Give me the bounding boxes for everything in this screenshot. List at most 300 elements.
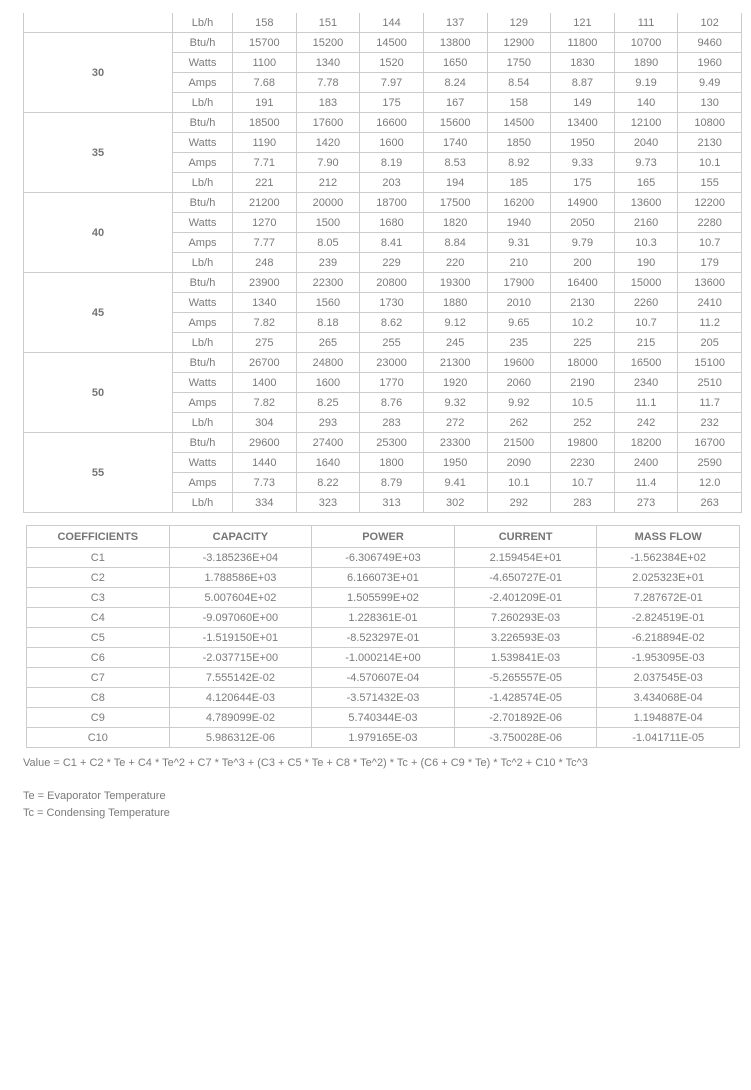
value-cell: 11.4: [614, 473, 678, 493]
value-cell: 1270: [233, 213, 297, 233]
value-cell: 2130: [551, 293, 615, 313]
value-cell: 137: [423, 13, 487, 33]
value-cell: 2090: [487, 453, 551, 473]
value-cell: 129: [487, 13, 551, 33]
value-cell: 23900: [233, 273, 297, 293]
value-cell: 334: [233, 493, 297, 513]
value-cell: 15000: [614, 273, 678, 293]
value-formula: Value = C1 + C2 * Te + C4 * Te^2 + C7 * Te^3 + (C3 + C5 * Te + C8 * Te^2) * Tc + (C6 + C9 * Te) * Tc^2 + C10 * Tc^3: [23, 757, 588, 769]
coefficient-value: -4.570607E-04: [312, 668, 455, 688]
value-cell: 175: [551, 173, 615, 193]
value-cell: 18500: [233, 113, 297, 133]
value-cell: 232: [678, 413, 742, 433]
value-cell: 8.87: [551, 73, 615, 93]
value-cell: 13600: [614, 193, 678, 213]
coefficient-row: [27, 608, 740, 628]
value-cell: 1820: [423, 213, 487, 233]
value-cell: 304: [233, 413, 297, 433]
performance-row: [24, 193, 742, 213]
value-cell: 183: [296, 93, 360, 113]
value-cell: 140: [614, 93, 678, 113]
value-cell: 111: [614, 13, 678, 33]
value-cell: 272: [423, 413, 487, 433]
value-cell: 283: [360, 413, 424, 433]
value-cell: 16700: [678, 433, 742, 453]
value-cell: 8.79: [360, 473, 424, 493]
value-cell: 2160: [614, 213, 678, 233]
performance-table-body: [24, 13, 742, 513]
value-cell: 10.5: [551, 393, 615, 413]
value-cell: 23300: [423, 433, 487, 453]
value-cell: 8.24: [423, 73, 487, 93]
coefficient-value: 1.505599E+02: [312, 588, 455, 608]
value-cell: 16500: [614, 353, 678, 373]
value-cell: 149: [551, 93, 615, 113]
value-cell: 102: [678, 13, 742, 33]
coefficient-value: -2.701892E-06: [454, 708, 597, 728]
value-cell: 9.12: [423, 313, 487, 333]
value-cell: 2010: [487, 293, 551, 313]
unit-label: Lb/h: [173, 93, 233, 113]
coefficient-value: 2.025323E+01: [597, 568, 740, 588]
value-cell: 9.79: [551, 233, 615, 253]
value-cell: 203: [360, 173, 424, 193]
value-cell: 12900: [487, 33, 551, 53]
value-cell: 248: [233, 253, 297, 273]
value-cell: 17600: [296, 113, 360, 133]
unit-label: Amps: [173, 473, 233, 493]
value-cell: 2510: [678, 373, 742, 393]
temperature-label: 35: [24, 113, 173, 193]
value-cell: 9.65: [487, 313, 551, 333]
unit-label: Amps: [173, 73, 233, 93]
value-cell: 221: [233, 173, 297, 193]
value-cell: 11800: [551, 33, 615, 53]
value-cell: 13800: [423, 33, 487, 53]
coefficient-value: -1.000214E+00: [312, 648, 455, 668]
value-cell: 302: [423, 493, 487, 513]
value-cell: 1800: [360, 453, 424, 473]
value-cell: 21500: [487, 433, 551, 453]
value-cell: 1950: [423, 453, 487, 473]
value-cell: 7.90: [296, 153, 360, 173]
unit-label: Amps: [173, 153, 233, 173]
value-cell: 1890: [614, 53, 678, 73]
unit-label: Lb/h: [173, 413, 233, 433]
value-cell: 210: [487, 253, 551, 273]
coefficient-label: C1: [27, 548, 170, 568]
value-cell: 8.76: [360, 393, 424, 413]
value-cell: 1750: [487, 53, 551, 73]
coefficient-row: [27, 588, 740, 608]
value-cell: 8.25: [296, 393, 360, 413]
coefficient-value: 1.228361E-01: [312, 608, 455, 628]
te-definition: Te = Evaporator Temperature: [23, 790, 166, 802]
value-cell: 7.73: [233, 473, 297, 493]
value-cell: 1600: [360, 133, 424, 153]
value-cell: 9.92: [487, 393, 551, 413]
value-cell: 179: [678, 253, 742, 273]
coefficient-row: [27, 648, 740, 668]
coefficient-label: C10: [27, 728, 170, 748]
value-cell: 245: [423, 333, 487, 353]
coefficient-value: 5.007604E+02: [169, 588, 312, 608]
value-cell: 239: [296, 253, 360, 273]
coefficient-value: -8.523297E-01: [312, 628, 455, 648]
value-cell: 8.18: [296, 313, 360, 333]
value-cell: 1950: [551, 133, 615, 153]
value-cell: 20800: [360, 273, 424, 293]
value-cell: 11.1: [614, 393, 678, 413]
coefficient-value: 1.979165E-03: [312, 728, 455, 748]
value-cell: 1340: [296, 53, 360, 73]
value-cell: 242: [614, 413, 678, 433]
value-cell: 1190: [233, 133, 297, 153]
coefficients-table: [26, 525, 740, 748]
coefficient-value: -1.519150E+01: [169, 628, 312, 648]
temperature-label: 50: [24, 353, 173, 433]
unit-label: Btu/h: [173, 113, 233, 133]
value-cell: 220: [423, 253, 487, 273]
performance-row-partial: [24, 13, 742, 33]
coefficient-label: C5: [27, 628, 170, 648]
unit-label: Btu/h: [173, 193, 233, 213]
coefficient-value: -3.571432E-03: [312, 688, 455, 708]
coefficient-row: [27, 708, 740, 728]
value-cell: 8.22: [296, 473, 360, 493]
value-cell: 9.49: [678, 73, 742, 93]
value-cell: 2190: [551, 373, 615, 393]
coefficient-value: 1.539841E-03: [454, 648, 597, 668]
value-cell: 273: [614, 493, 678, 513]
value-cell: 185: [487, 173, 551, 193]
value-cell: 1850: [487, 133, 551, 153]
value-cell: 8.62: [360, 313, 424, 333]
performance-row: [24, 353, 742, 373]
value-cell: 165: [614, 173, 678, 193]
coefficients-header-power: POWER: [312, 526, 455, 548]
coefficient-value: -5.265557E-05: [454, 668, 597, 688]
value-cell: 275: [233, 333, 297, 353]
value-cell: 293: [296, 413, 360, 433]
value-cell: 10800: [678, 113, 742, 133]
value-cell: 10.1: [487, 473, 551, 493]
value-cell: 190: [614, 253, 678, 273]
value-cell: 1600: [296, 373, 360, 393]
value-cell: 175: [360, 93, 424, 113]
value-cell: 1830: [551, 53, 615, 73]
value-cell: 15200: [296, 33, 360, 53]
value-cell: 16600: [360, 113, 424, 133]
value-cell: 15700: [233, 33, 297, 53]
value-cell: 1680: [360, 213, 424, 233]
value-cell: 8.41: [360, 233, 424, 253]
value-cell: 10700: [614, 33, 678, 53]
coefficient-value: -1.953095E-03: [597, 648, 740, 668]
value-cell: 158: [233, 13, 297, 33]
value-cell: 14500: [487, 113, 551, 133]
value-cell: 10.7: [551, 473, 615, 493]
coefficients-header-current: CURRENT: [454, 526, 597, 548]
unit-label: Lb/h: [173, 13, 233, 33]
coefficient-label: C2: [27, 568, 170, 588]
value-cell: 21300: [423, 353, 487, 373]
value-cell: 292: [487, 493, 551, 513]
value-cell: 8.54: [487, 73, 551, 93]
value-cell: 23000: [360, 353, 424, 373]
value-cell: 1520: [360, 53, 424, 73]
coefficients-table-body: [27, 548, 740, 748]
value-cell: 8.19: [360, 153, 424, 173]
value-cell: 18700: [360, 193, 424, 213]
value-cell: 9.33: [551, 153, 615, 173]
coefficient-value: 7.555142E-02: [169, 668, 312, 688]
value-cell: 1640: [296, 453, 360, 473]
value-cell: 235: [487, 333, 551, 353]
value-cell: 10.7: [678, 233, 742, 253]
value-cell: 10.1: [678, 153, 742, 173]
unit-label: Btu/h: [173, 33, 233, 53]
unit-label: Watts: [173, 293, 233, 313]
coefficient-value: -6.218894E-02: [597, 628, 740, 648]
coefficient-value: -1.428574E-05: [454, 688, 597, 708]
value-cell: 9.31: [487, 233, 551, 253]
value-cell: 7.68: [233, 73, 297, 93]
unit-label: Btu/h: [173, 433, 233, 453]
unit-label: Amps: [173, 393, 233, 413]
value-cell: 144: [360, 13, 424, 33]
value-cell: 1920: [423, 373, 487, 393]
coefficient-value: 2.037545E-03: [597, 668, 740, 688]
unit-label: Amps: [173, 233, 233, 253]
unit-label: Lb/h: [173, 253, 233, 273]
coefficient-value: -2.037715E+00: [169, 648, 312, 668]
value-cell: 252: [551, 413, 615, 433]
coefficient-value: 1.788586E+03: [169, 568, 312, 588]
value-cell: 9.19: [614, 73, 678, 93]
unit-label: Watts: [173, 453, 233, 473]
coefficient-value: 4.789099E-02: [169, 708, 312, 728]
value-cell: 15600: [423, 113, 487, 133]
coefficient-label: C8: [27, 688, 170, 708]
coefficient-row: [27, 668, 740, 688]
value-cell: 262: [487, 413, 551, 433]
value-cell: 18000: [551, 353, 615, 373]
tc-definition: Tc = Condensing Temperature: [23, 807, 170, 819]
value-cell: 11.7: [678, 393, 742, 413]
coefficient-label: C7: [27, 668, 170, 688]
performance-row: [24, 113, 742, 133]
value-cell: 1960: [678, 53, 742, 73]
value-cell: 121: [551, 13, 615, 33]
value-cell: 13400: [551, 113, 615, 133]
coefficient-value: 2.159454E+01: [454, 548, 597, 568]
value-cell: 191: [233, 93, 297, 113]
value-cell: 255: [360, 333, 424, 353]
coefficients-header-mass-flow: MASS FLOW: [597, 526, 740, 548]
coefficient-label: C6: [27, 648, 170, 668]
value-cell: 10.2: [551, 313, 615, 333]
value-cell: 8.53: [423, 153, 487, 173]
performance-row: [24, 273, 742, 293]
value-cell: 1740: [423, 133, 487, 153]
coefficient-row: [27, 568, 740, 588]
unit-label: Watts: [173, 213, 233, 233]
coefficients-header-coefficients: COEFFICIENTS: [27, 526, 170, 548]
value-cell: 19300: [423, 273, 487, 293]
coefficient-value: 5.986312E-06: [169, 728, 312, 748]
value-cell: 215: [614, 333, 678, 353]
value-cell: 26700: [233, 353, 297, 373]
value-cell: 11.2: [678, 313, 742, 333]
unit-label: Watts: [173, 133, 233, 153]
coefficient-value: 7.260293E-03: [454, 608, 597, 628]
value-cell: 2260: [614, 293, 678, 313]
coefficient-row: [27, 688, 740, 708]
value-cell: 2230: [551, 453, 615, 473]
value-cell: 1420: [296, 133, 360, 153]
value-cell: 12200: [678, 193, 742, 213]
coefficient-label: C9: [27, 708, 170, 728]
value-cell: 323: [296, 493, 360, 513]
value-cell: 1770: [360, 373, 424, 393]
coefficient-value: -2.824519E-01: [597, 608, 740, 628]
value-cell: 20000: [296, 193, 360, 213]
value-cell: 22300: [296, 273, 360, 293]
value-cell: 14900: [551, 193, 615, 213]
value-cell: 151: [296, 13, 360, 33]
value-cell: 16200: [487, 193, 551, 213]
value-cell: 10.3: [614, 233, 678, 253]
unit-label: Amps: [173, 313, 233, 333]
value-cell: 17900: [487, 273, 551, 293]
coefficient-row: [27, 628, 740, 648]
value-cell: 2590: [678, 453, 742, 473]
coefficients-table-head: [27, 526, 740, 548]
value-cell: 155: [678, 173, 742, 193]
coefficient-value: 1.194887E-04: [597, 708, 740, 728]
value-cell: 205: [678, 333, 742, 353]
value-cell: 7.97: [360, 73, 424, 93]
value-cell: 24800: [296, 353, 360, 373]
value-cell: 2060: [487, 373, 551, 393]
value-cell: 8.84: [423, 233, 487, 253]
value-cell: 21200: [233, 193, 297, 213]
value-cell: 2130: [678, 133, 742, 153]
value-cell: 19800: [551, 433, 615, 453]
value-cell: 2050: [551, 213, 615, 233]
unit-label: Btu/h: [173, 273, 233, 293]
unit-label: Lb/h: [173, 493, 233, 513]
temperature-label: 55: [24, 433, 173, 513]
value-cell: 2280: [678, 213, 742, 233]
value-cell: 2400: [614, 453, 678, 473]
coefficient-value: 7.287672E-01: [597, 588, 740, 608]
coefficient-row: [27, 728, 740, 748]
unit-label: Lb/h: [173, 173, 233, 193]
performance-table: [23, 13, 742, 513]
value-cell: 2410: [678, 293, 742, 313]
value-cell: 13600: [678, 273, 742, 293]
value-cell: 130: [678, 93, 742, 113]
value-cell: 1650: [423, 53, 487, 73]
coefficient-value: -1.562384E+02: [597, 548, 740, 568]
temperature-label: 30: [24, 33, 173, 113]
value-cell: 229: [360, 253, 424, 273]
coefficient-value: -1.041711E-05: [597, 728, 740, 748]
value-cell: 14500: [360, 33, 424, 53]
coefficient-value: -6.306749E+03: [312, 548, 455, 568]
coefficients-header-row: [27, 526, 740, 548]
value-cell: 9.32: [423, 393, 487, 413]
value-cell: 1880: [423, 293, 487, 313]
coefficient-value: 6.166073E+01: [312, 568, 455, 588]
performance-row: [24, 433, 742, 453]
value-cell: 1100: [233, 53, 297, 73]
value-cell: 18200: [614, 433, 678, 453]
performance-row: [24, 33, 742, 53]
value-cell: 27400: [296, 433, 360, 453]
value-cell: 1940: [487, 213, 551, 233]
value-cell: 8.92: [487, 153, 551, 173]
temperature-label: 45: [24, 273, 173, 353]
value-cell: 25300: [360, 433, 424, 453]
value-cell: 1730: [360, 293, 424, 313]
value-cell: 9.41: [423, 473, 487, 493]
coefficient-label: C4: [27, 608, 170, 628]
coefficient-value: -3.185236E+04: [169, 548, 312, 568]
value-cell: 167: [423, 93, 487, 113]
coefficient-value: 5.740344E-03: [312, 708, 455, 728]
coefficient-value: 3.434068E-04: [597, 688, 740, 708]
value-cell: 9460: [678, 33, 742, 53]
value-cell: 265: [296, 333, 360, 353]
value-cell: 2040: [614, 133, 678, 153]
coefficient-label: C3: [27, 588, 170, 608]
coefficient-row: [27, 548, 740, 568]
value-cell: 19600: [487, 353, 551, 373]
value-cell: 1440: [233, 453, 297, 473]
coefficients-header-capacity: CAPACITY: [169, 526, 312, 548]
value-cell: 29600: [233, 433, 297, 453]
value-cell: 10.7: [614, 313, 678, 333]
value-cell: 225: [551, 333, 615, 353]
value-cell: 1560: [296, 293, 360, 313]
coefficient-value: -2.401209E-01: [454, 588, 597, 608]
value-cell: 7.82: [233, 393, 297, 413]
unit-label: Watts: [173, 373, 233, 393]
unit-label: Lb/h: [173, 333, 233, 353]
value-cell: 2340: [614, 373, 678, 393]
value-cell: 9.73: [614, 153, 678, 173]
value-cell: 16400: [551, 273, 615, 293]
coefficient-value: -4.650727E-01: [454, 568, 597, 588]
value-cell: 1500: [296, 213, 360, 233]
coefficient-value: -9.097060E+00: [169, 608, 312, 628]
temperature-cell-empty: [24, 13, 173, 33]
value-cell: 1340: [233, 293, 297, 313]
value-cell: 12.0: [678, 473, 742, 493]
value-cell: 212: [296, 173, 360, 193]
value-cell: 7.77: [233, 233, 297, 253]
value-cell: 8.05: [296, 233, 360, 253]
value-cell: 15100: [678, 353, 742, 373]
coefficient-value: 3.226593E-03: [454, 628, 597, 648]
value-cell: 283: [551, 493, 615, 513]
coefficient-value: 4.120644E-03: [169, 688, 312, 708]
value-cell: 7.82: [233, 313, 297, 333]
value-cell: 263: [678, 493, 742, 513]
